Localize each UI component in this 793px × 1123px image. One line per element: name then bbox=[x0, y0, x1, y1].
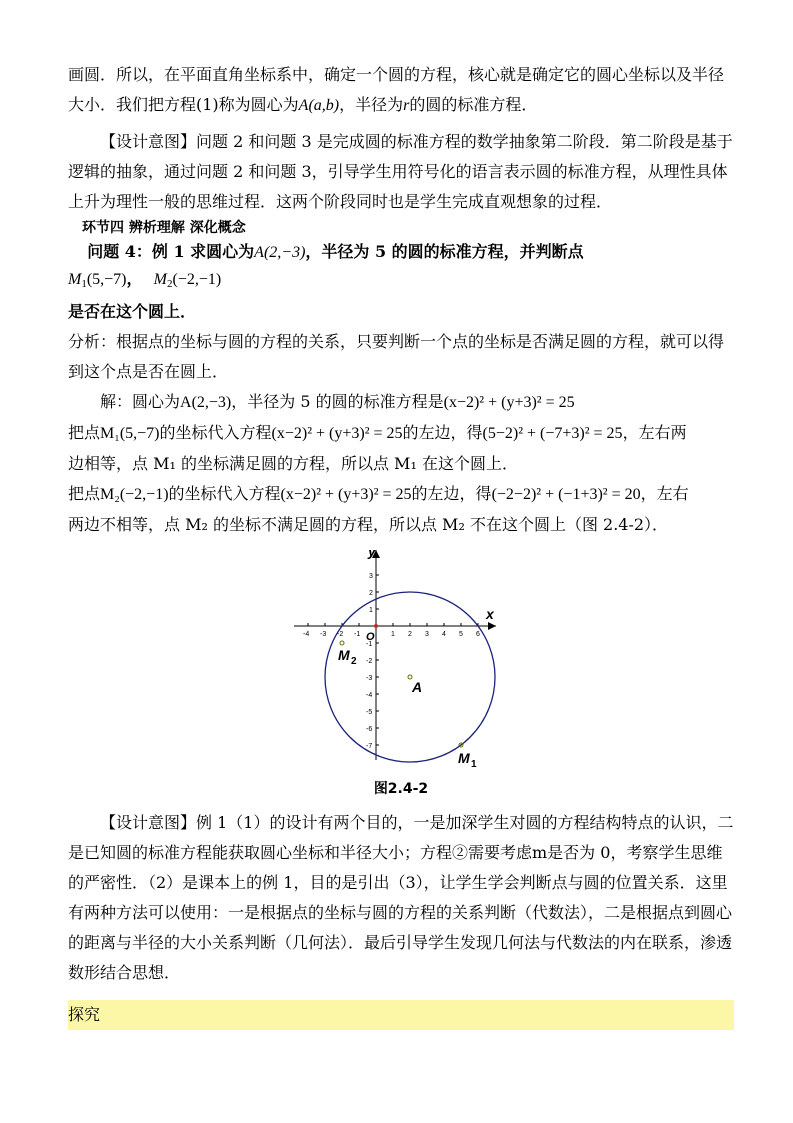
figure-circle bbox=[68, 550, 734, 800]
solution-equation: (x−2)² + (y+3)² = 25 bbox=[443, 394, 575, 411]
x-tick-group bbox=[303, 623, 480, 638]
solution-line1 bbox=[68, 387, 734, 418]
y-tick-label: 3 bbox=[369, 573, 373, 580]
intro-line1: 画圆．所以，在平面直角坐标系中，确定一个圆的方程，核心就是确定它的圆心坐标以及半径 bbox=[68, 65, 725, 84]
x-tick-label: 4 bbox=[442, 631, 446, 638]
x-tick-label: 5 bbox=[459, 631, 463, 638]
figure-caption: 图2.4-2 bbox=[373, 781, 429, 797]
x-tick-label: 2 bbox=[408, 631, 412, 638]
solution-l1-a: 解：圆心为 bbox=[100, 392, 181, 411]
x-tick-label: 3 bbox=[425, 631, 429, 638]
q4-m1-coord: (5,−7) bbox=[86, 271, 127, 288]
section-heading-4: 环节四 辨析理解 深化概念 bbox=[82, 220, 246, 236]
y-tick-label: -2 bbox=[366, 658, 373, 665]
y-tick-label: 2 bbox=[369, 590, 373, 597]
y-tick-label: -4 bbox=[366, 692, 373, 699]
y-tick-label: -3 bbox=[366, 675, 373, 682]
y-axis-label: y bbox=[368, 550, 376, 559]
x-tick-label: 1 bbox=[391, 631, 395, 638]
solution-center: A(2,−3) bbox=[180, 394, 232, 411]
q4-m2-coord: (−2,−1) bbox=[172, 271, 222, 288]
q4-m1-sub: 1 bbox=[81, 278, 87, 290]
solution-line3: 边相等，点 M₁ 的坐标满足圆的方程，所以点 M₁ 在这个圆上． bbox=[68, 454, 518, 473]
solution-l2-eq: (x−2)² + (y+3)² = 25 bbox=[271, 425, 403, 442]
y-tick-group bbox=[366, 573, 379, 750]
point-m1-sub: 1 bbox=[471, 759, 477, 770]
q4-m1: M bbox=[68, 271, 82, 288]
solution-l2-d: ，左右两 bbox=[622, 423, 687, 442]
point-m2-label: M bbox=[338, 647, 350, 663]
solution-l4-c: 的左边，得 bbox=[411, 484, 492, 503]
solution-l2-a: 把点 bbox=[68, 423, 101, 442]
point-a-label: A bbox=[412, 679, 423, 695]
paragraph-intro bbox=[68, 60, 734, 121]
point-m2-sub: 2 bbox=[351, 656, 357, 667]
q4-m2-sub: 2 bbox=[167, 278, 173, 290]
y-tick-label: 1 bbox=[369, 607, 373, 614]
solution-l1-b: ，半径为 5 的圆的标准方程是 bbox=[231, 392, 444, 411]
explore-bar: 探究 bbox=[68, 1000, 734, 1030]
solution-l4-point: M₂(−2,−1) bbox=[100, 486, 169, 503]
q4-prefix: 问题 4：例 1 求圆心为 bbox=[87, 242, 255, 261]
radius-symbol: r bbox=[403, 97, 410, 114]
q4-center: A(2,−3) bbox=[254, 244, 306, 261]
x-tick-label: -1 bbox=[354, 631, 361, 638]
intro-line2-c: 的圆的标准方程． bbox=[409, 95, 538, 114]
solution-l4-d: ，左右 bbox=[640, 484, 689, 503]
solution-l2-c: 的左边，得 bbox=[402, 423, 483, 442]
y-tick-label: -7 bbox=[366, 743, 373, 750]
question-4-end: 是否在这个圆上． bbox=[68, 302, 197, 321]
x-tick-label: 6 bbox=[476, 631, 480, 638]
solution-l4-calc: (−2−2)² + (−1+3)² = 20 bbox=[491, 486, 641, 503]
center-symbol: A(a,b) bbox=[298, 97, 340, 114]
document-page bbox=[68, 60, 734, 1030]
point-m2-dot bbox=[340, 641, 344, 645]
x-tick-label: -4 bbox=[303, 631, 310, 638]
y-tick-label: -6 bbox=[366, 726, 373, 733]
solution-l2-point: M₁(5,−7) bbox=[100, 425, 160, 442]
coordinate-diagram bbox=[68, 550, 734, 800]
solution-l4-b: 的坐标代入方程 bbox=[168, 484, 281, 503]
question-4 bbox=[68, 239, 734, 297]
y-tick-label: -1 bbox=[366, 641, 373, 648]
design-intent-2: 【设计意图】例 1（1）的设计有两个目的，一是加深学生对圆的方程结构特点的认识，二是已知圆的标准方程能获取圆心坐标和半径大小；方程②需要考虑m是否为 0，考察学生思维的严密性．（2）是课本上的例 1，目的是引出（3），让学生学会判断点与圆的位置关系．这里有两种方法可以使用：一是根据点的坐标与圆的方程的关系判断（代数法），二是根据点到圆心的距离与半径的大小关系判断（几何法）．最后引导学生发现几何法与代数法的内在联系，渗透数形结合思想． bbox=[68, 813, 734, 982]
circle bbox=[325, 592, 495, 762]
q4-m2: M bbox=[153, 271, 167, 288]
solution-l2-calc: (5−2)² + (−7+3)² = 25 bbox=[482, 425, 623, 442]
solution-line4 bbox=[68, 479, 734, 510]
x-axis-arrow bbox=[488, 622, 496, 630]
design-intent-1: 【设计意图】问题 2 和问题 3 是完成圆的标准方程的数学抽象第二阶段．第二阶段是基于逻辑的抽象，通过问题 2 和问题 3，引导学生用符号化的语言表示圆的标准方程，从理性具体上升为理性一般的思维过程．这两个阶段同时也是学生完成直观想象的过程． bbox=[68, 132, 733, 211]
solution-line5: 两边不相等，点 M₂ 的坐标不满足圆的方程，所以点 M₂ 不在这个圆上（图 2.4-2）． bbox=[68, 515, 669, 534]
intro-line2-a: 大小．我们把方程(1)称为圆心为 bbox=[68, 95, 299, 114]
y-tick-label: -5 bbox=[366, 709, 373, 716]
analysis-paragraph: 分析：根据点的坐标与圆的方程的关系，只要判断一个点的坐标是否满足圆的方程，就可以得到这个点是否在圆上． bbox=[68, 332, 725, 381]
q4-mid: ，半径为 5 的圆的标准方程，并判断点 bbox=[305, 242, 584, 261]
point-m1-label: M bbox=[458, 750, 470, 766]
q4-comma: ， bbox=[126, 269, 143, 288]
x-axis-label: x bbox=[486, 606, 494, 622]
solution-l4-eq: (x−2)² + (y+3)² = 25 bbox=[280, 486, 412, 503]
intro-line2-b: ，半径为 bbox=[339, 95, 404, 114]
solution-line2 bbox=[68, 418, 734, 449]
x-tick-label: -3 bbox=[320, 631, 327, 638]
origin-dot bbox=[374, 624, 378, 628]
solution-l4-a: 把点 bbox=[68, 484, 101, 503]
solution-l2-b: 的坐标代入方程 bbox=[159, 423, 272, 442]
x-tick-label: -2 bbox=[337, 631, 344, 638]
origin-label: O bbox=[366, 631, 375, 643]
